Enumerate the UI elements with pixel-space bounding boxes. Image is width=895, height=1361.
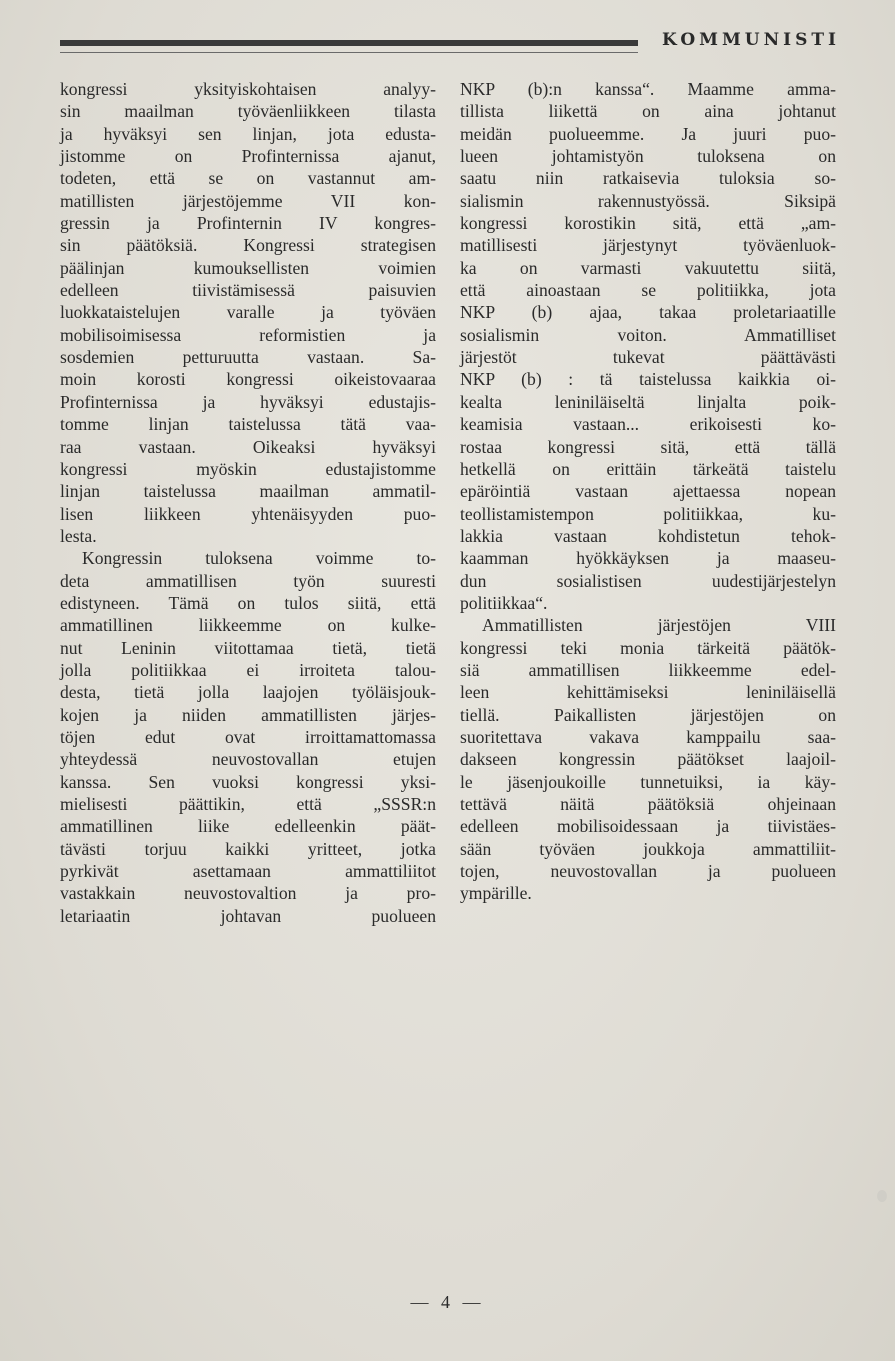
text-line: teollistamistempon politiikkaa, ku- xyxy=(460,503,836,524)
page-number: — 4 — xyxy=(410,1292,485,1312)
text-line: deta ammatillisen työn suuresti xyxy=(60,570,436,591)
text-line: jistomme on Profinternissa ajanut, xyxy=(60,146,436,167)
text-line: tiellä. Paikallisten järjestöjen on xyxy=(460,704,836,725)
text-line: yhteydessä neuvostovallan etujen xyxy=(60,749,436,770)
text-line: suoritettava vakava kamppailu saa- xyxy=(460,726,836,747)
text-line: moin korosti kongressi oikeistovaaraa xyxy=(60,369,436,390)
text-line: sialismin rakennustyössä. Siksipä xyxy=(460,190,836,211)
text-line: rostaa kongressi sitä, että tällä xyxy=(460,436,836,457)
text-line: NKP (b) ajaa, takaa proletariaatille xyxy=(460,302,836,323)
text-line: linjan taistelussa maailman ammatil- xyxy=(60,481,436,502)
text-line: Ammatillisten järjestöjen VIII xyxy=(482,615,836,636)
text-line: kaamman hyökkäyksen ja maaseu- xyxy=(460,548,836,569)
text-line: kongressi yksityiskohtaisen analyy- xyxy=(60,79,436,99)
text-line: kojen ja niiden ammatillisten järjes- xyxy=(60,704,436,725)
text-line: lakkia vastaan kohdistetun tehok- xyxy=(460,525,836,546)
text-line: vastakkain neuvostovaltion ja pro- xyxy=(60,883,436,904)
text-line: tojen, neuvostovallan ja puolueen xyxy=(460,861,836,882)
text-line: ammatillinen liikkeemme on kulke- xyxy=(60,615,436,636)
publication-title: KOMMUNISTI xyxy=(662,30,840,50)
running-header xyxy=(60,30,840,60)
text-line: lisen liikkeen yhtenäisyyden puo- xyxy=(60,503,436,524)
text-line: tomme linjan taistelussa tätä vaa- xyxy=(60,414,436,435)
text-line: nut Leninin viitottamaa tietä, tietä xyxy=(60,637,436,658)
text-line: Profinternissa ja hyväksyi edustajis- xyxy=(60,391,436,412)
text-line: mielisesti päättikin, että „SSSR:n xyxy=(60,794,436,814)
text-line: lesta. xyxy=(60,525,97,546)
text-line: dun sosialistisen uudestijärjestelyn xyxy=(460,570,836,591)
text-line: mobilisoimisessa reformistien ja xyxy=(60,324,436,345)
text-line: kongressi teki monia tärkeitä päätök- xyxy=(460,637,836,658)
text-line: sin maailman työväenliikkeen tilasta xyxy=(60,101,436,122)
text-line: ja hyväksyi sen linjan, jota edusta- xyxy=(60,123,436,144)
text-line: saatu niin ratkaisevia tuloksia so- xyxy=(460,168,836,189)
text-line: meidän puolueemme. Ja juuri puo- xyxy=(460,123,836,144)
text-line: gressin ja Profinternin IV kongres- xyxy=(60,213,436,234)
text-line: ka on varmasti vakuutettu siitä, xyxy=(460,257,836,278)
text-line: NKP (b) : tä taistelussa kaikkia oi- xyxy=(460,369,836,390)
text-line: päälinjan kumouksellisten voimien xyxy=(60,257,436,278)
text-line: kongressi korostikin sitä, että „am- xyxy=(460,213,836,234)
text-line: edistyneen. Tämä on tulos siitä, että xyxy=(60,592,436,613)
text-line: matillisten järjestöjemme VII kon- xyxy=(60,190,436,211)
text-line: jolla politiikkaa ei irroiteta talou- xyxy=(60,659,436,680)
header-rule xyxy=(60,40,638,46)
text-line: tillista liikettä on aina johtanut xyxy=(460,101,836,122)
text-line: sin päätöksiä. Kongressi strategisen xyxy=(60,235,436,256)
text-line: siä ammatillisen liikkeemme edel- xyxy=(460,659,836,680)
text-line: raa vastaan. Oikeaksi hyväksyi xyxy=(60,436,436,457)
text-line: ympärille. xyxy=(460,883,532,904)
text-line: todeten, että se on vastannut am- xyxy=(60,168,436,189)
text-line: tävästi torjuu kaikki yritteet, jotka xyxy=(60,838,436,859)
text-line: töjen edut ovat irroittamattomassa xyxy=(60,726,436,747)
text-line: sosdemien petturuutta vastaan. Sa- xyxy=(60,347,436,368)
text-line: NKP (b):n kanssa“. Maamme amma- xyxy=(460,79,836,99)
text-line: kanssa. Sen vuoksi kongressi yksi- xyxy=(60,771,436,792)
text-line: luokkataistelujen varalle ja työväen xyxy=(60,302,436,323)
text-line: desta, tietä jolla laajojen työläisjouk- xyxy=(60,682,436,703)
text-line: että ainoastaan se politiikka, jota xyxy=(460,280,836,301)
text-line: kongressi myöskin edustajistomme xyxy=(60,458,436,479)
left-column xyxy=(60,78,436,927)
text-line: Kongressin tuloksena voimme to- xyxy=(82,548,436,569)
text-line: edelleen mobilisoidessaan ja tiivistäes- xyxy=(460,816,836,837)
text-line: letariaatin johtavan puolueen xyxy=(60,905,436,926)
text-line: leen kehittämiseksi leniniläisellä xyxy=(460,682,836,703)
text-line: tettävä näitä päätöksiä ohjeinaan xyxy=(460,794,836,814)
right-column xyxy=(460,78,836,905)
text-line: ammatillinen liike edelleenkin päät- xyxy=(60,816,436,837)
text-line: politiikkaa“. xyxy=(460,592,548,613)
text-line: lueen johtamistyön tuloksena on xyxy=(460,146,836,167)
text-line: le jäsenjoukoille tunnetuiksi, ia käy- xyxy=(460,771,836,792)
text-line: järjestöt tukevat päättävästi xyxy=(460,347,836,368)
ink-spot xyxy=(877,1190,887,1202)
header-rule-thin xyxy=(60,52,638,53)
text-line: kealta leniniläiseltä linjalta poik- xyxy=(460,391,836,412)
text-line: hetkellä on erittäin tärkeätä taistelu xyxy=(460,458,836,479)
text-line: pyrkivät asettamaan ammattiliitot xyxy=(60,861,436,882)
text-line: dakseen kongressin päätökset laajoil- xyxy=(460,749,836,770)
text-line: matillisesti järjestynyt työväenluok- xyxy=(460,235,836,256)
text-line: edelleen tiivistämisessä paisuvien xyxy=(60,280,436,301)
text-line: epäröintiä vastaan ajettaessa nopean xyxy=(460,481,836,502)
text-line: sään työväen joukkoja ammattiliit- xyxy=(460,838,836,859)
text-line: sosialismin voiton. Ammatilliset xyxy=(460,324,836,345)
text-line: keamisia vastaan... erikoisesti ko- xyxy=(460,414,836,435)
